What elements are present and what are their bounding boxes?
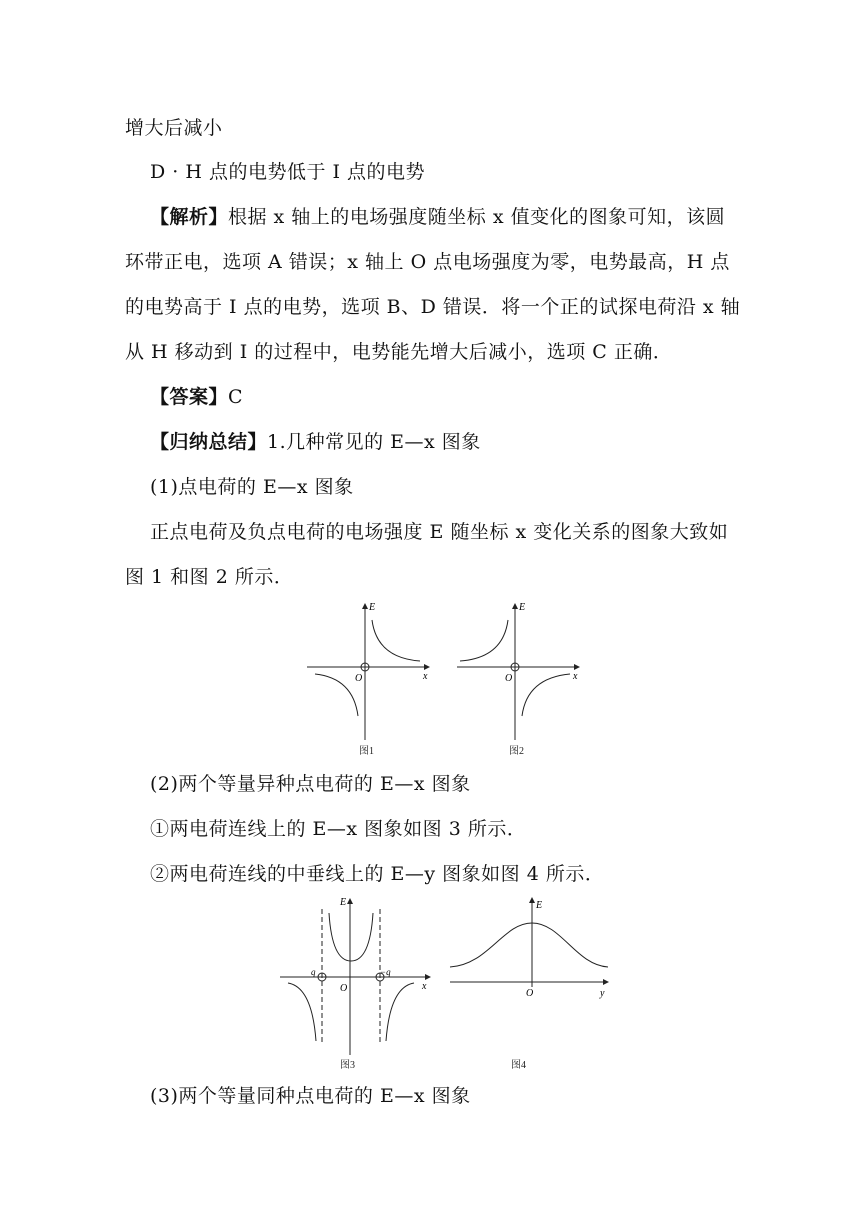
fig1-caption: 图1 [359,746,374,757]
answer-text: C [228,386,244,408]
fig4-axis-e: E [536,900,543,911]
analysis-tag: 【解析】 [150,206,229,228]
point-charge-text-1: 正点电荷及负点电荷的电场强度 E 随坐标 x 变化关系的图象大致如 [150,521,729,543]
figure-1 [305,600,435,740]
fig1-axis-x: x [423,671,428,682]
fig2-caption: 图2 [509,746,524,757]
analysis-text-1: 根据 x 轴上的电场强度随坐标 x 值变化的图象可知，该圆 [228,206,726,228]
fig2-axis-x: x [573,671,578,682]
fig3-axis-e: E [340,897,347,908]
fig3-axis-x: x [422,981,427,992]
figure-2 [455,600,585,740]
analysis-line-2: 环带正电，选项 A 错误；x 轴上 O 点电场强度为零，电势最高，H 点 [125,251,730,273]
point-charge-heading: (1)点电荷的 E—x 图象 [150,476,354,498]
answer-line [150,385,243,409]
fig3-origin: O [340,983,348,994]
option-d: D · H 点的电势低于 I 点的电势 [150,161,426,183]
fig1-origin: O [355,673,363,684]
fig4-caption: 图4 [511,1060,526,1071]
figure-3 [280,895,435,1055]
line-continuation: 增大后减小 [125,117,223,139]
analysis-line-1 [150,205,725,229]
answer-tag: 【答案】 [150,386,229,408]
fig3-charge-pos: q [311,967,316,977]
fig3-caption: 图3 [340,1060,355,1071]
summary-tag: 【归纳总结】 [150,431,268,453]
dipole-heading: (2)两个等量异种点电荷的 E—x 图象 [150,773,471,795]
summary-text: 1.几种常见的 E—x 图象 [267,431,481,453]
fig2-origin: O [505,673,513,684]
dipole-line-1: ①两电荷连线上的 E—x 图象如图 3 所示． [150,818,527,840]
dipole-line-2: ②两电荷连线的中垂线上的 E—y 图象如图 4 所示． [150,863,605,885]
analysis-line-4: 从 H 移动到 I 的过程中，电势能先增大后减小，选项 C 正确． [125,341,673,363]
fig2-axis-e: E [519,602,526,613]
analysis-line-3: 的电势高于 I 点的电势，选项 B、D 错误．将一个正的试探电荷沿 x 轴 [125,296,741,318]
fig4-origin: O [526,988,534,999]
like-charges-heading: (3)两个等量同种点电荷的 E—x 图象 [150,1085,471,1107]
fig4-axis-y: y [600,988,605,999]
summary-line [150,430,481,454]
figure-4 [448,895,613,1005]
fig1-axis-e: E [369,602,376,613]
fig3-charge-neg: −q [380,967,391,977]
point-charge-text-2: 图 1 和图 2 所示． [125,566,294,588]
